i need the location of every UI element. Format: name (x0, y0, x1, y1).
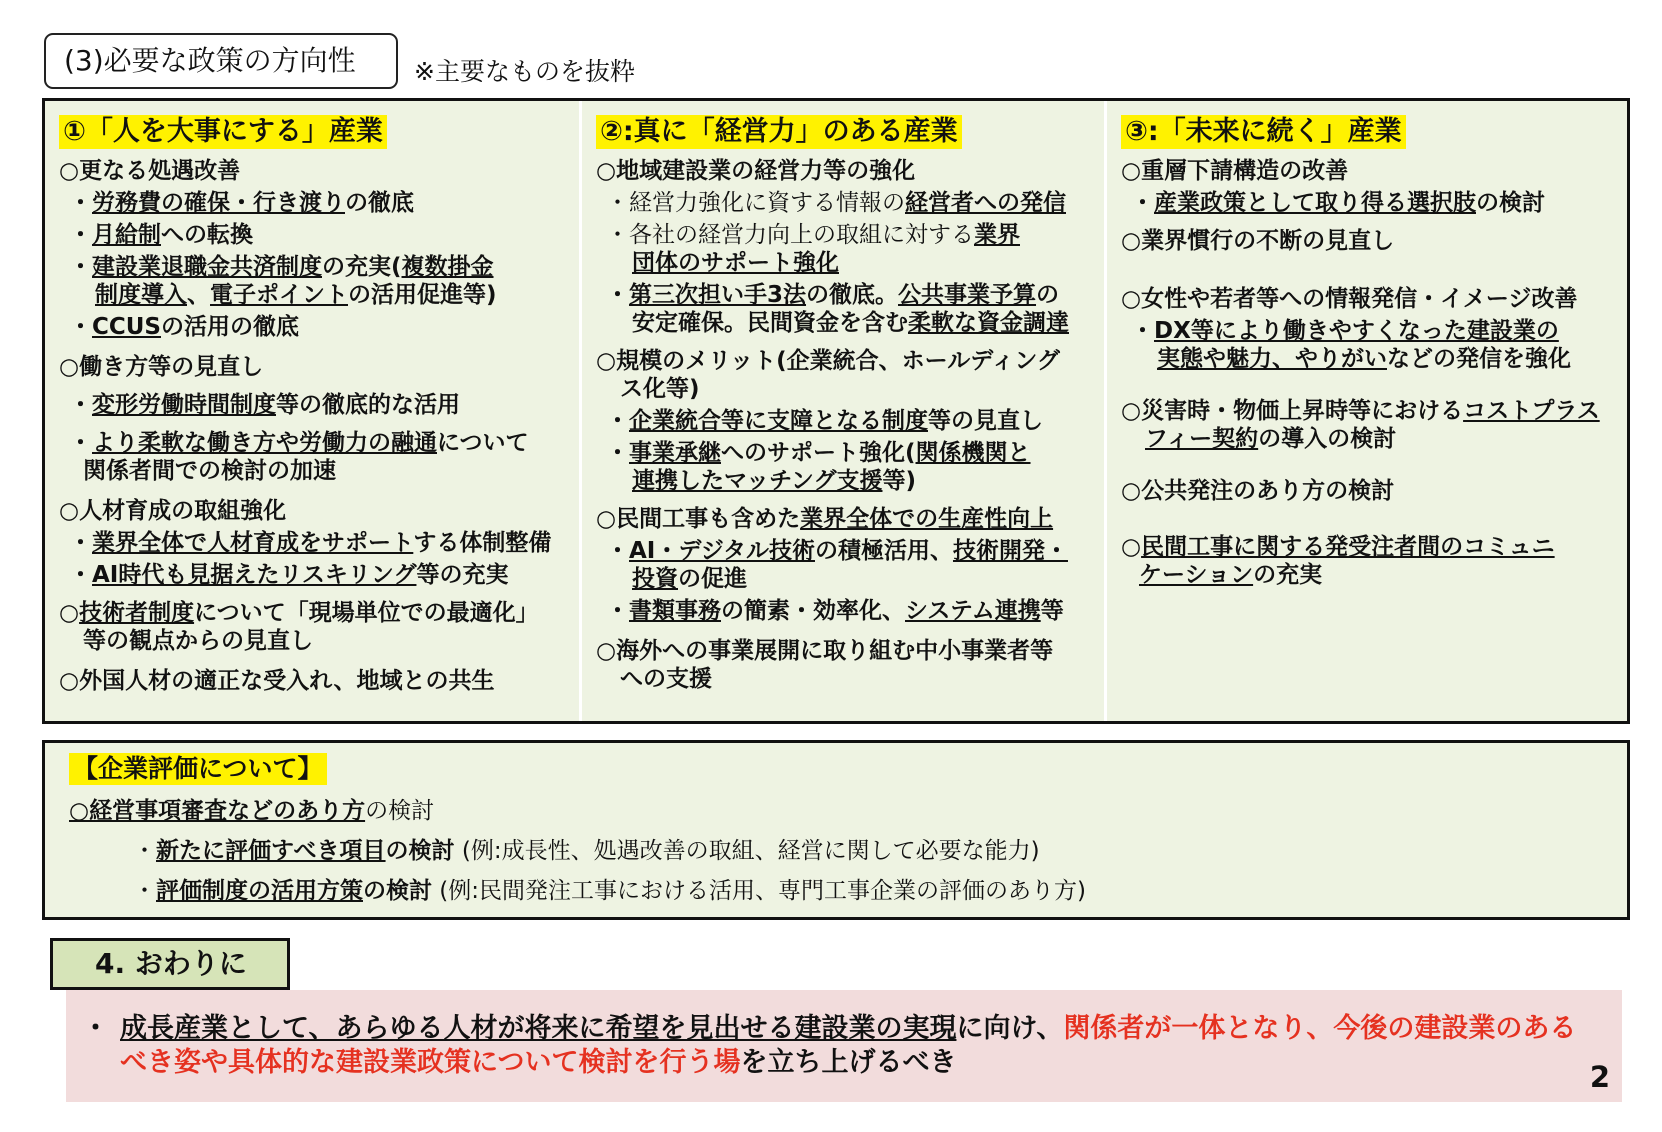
underlined-text: 関係機関と (915, 440, 1031, 466)
text: ○災害時・物価上昇時等における (1121, 398, 1464, 424)
underlined-text: 連携したマッチング支援 (632, 468, 883, 494)
list-item: ・CCUSの活用の徹底 (69, 314, 299, 340)
column-future (1107, 101, 1627, 721)
item-heading: ○地域建設業の経営力等の強化 (596, 158, 916, 184)
text: の促進 (678, 566, 747, 592)
text: (例:成長性、処遇改善の取組、経営に関して必要な能力) (454, 838, 1040, 864)
text: へのサポート強化( (721, 440, 916, 466)
text: 等の充実 (416, 562, 509, 588)
underlined-text: 事業承継 (629, 440, 721, 466)
text: について「現場単位での最適化」 (194, 600, 539, 626)
underlined-text: 変形労働時間制度 (92, 392, 276, 418)
item-heading: ○重層下請構造の改善 (1121, 158, 1349, 184)
item-heading-cont: ス化等) (620, 376, 700, 402)
list-item: ・各社の経営力向上の取組に対する業界 (606, 222, 1020, 248)
bullet: ・ (82, 1013, 109, 1044)
list-item-cont (596, 309, 1096, 337)
item-heading: ○公共発注のあり方の検討 (1121, 478, 1395, 504)
text: の徹底。 (806, 282, 899, 308)
underlined-text: 建設業退職金共済制度 (92, 254, 322, 280)
list-item-cont (596, 249, 1096, 277)
text: ○ (1121, 534, 1142, 560)
underlined-text: 書類事務 (629, 598, 721, 624)
text: の検討 (1476, 190, 1545, 216)
column-management (582, 101, 1107, 721)
underlined-text: AI・デジタル技術 (629, 538, 815, 564)
underlined-text: 技術者制度 (79, 600, 195, 626)
list-item: ・書類事務の簡素・効率化、システム連携等 (606, 598, 1064, 624)
underlined-text: 柔軟な資金調達 (908, 310, 1069, 336)
list-item: ・より柔軟な働き方や労働力の融通について (69, 430, 529, 456)
underlined-text: 業界全体での生産性向上 (800, 506, 1054, 532)
text: の検討 (365, 798, 435, 824)
underlined-text: CCUS (92, 314, 161, 340)
underlined-text: 労務費の確保・行き渡り (92, 190, 345, 216)
text: ○民間工事も含めた (596, 506, 801, 532)
text: の徹底 (345, 190, 414, 216)
evaluation-subitem (69, 877, 1603, 905)
list-item-cont (596, 467, 1096, 495)
list-item: ・事業承継へのサポート強化(関係機関と (606, 440, 1031, 466)
underlined-text: 制度導入 (95, 282, 187, 308)
underlined-text: 投資 (632, 566, 678, 592)
text: 安定確保。民間資金を含む (632, 310, 908, 336)
text: への転換 (161, 222, 253, 248)
underlined-text: 複数掛金 (401, 254, 494, 280)
list-item: ・建設業退職金共済制度の充実(複数掛金 (69, 254, 494, 280)
list-item-cont (596, 565, 1096, 593)
bullet: ・ (133, 878, 156, 904)
column-heading: ②:真に「経営力」のある産業 (596, 115, 962, 149)
evaluation-subitem (69, 837, 1603, 865)
item-heading: ○女性や若者等への情報発信・イメージ改善 (1121, 286, 1578, 312)
text: について (437, 430, 529, 456)
list-item: ・経営力強化に資する情報の経営者への発信 (606, 190, 1066, 216)
item-heading: ○規模のメリット(企業統合、ホールディング (596, 348, 1060, 374)
item-heading-cont (1121, 561, 1619, 589)
item-heading (596, 505, 1096, 533)
text: ○ (59, 600, 80, 626)
underlined-text: 評価制度の活用方策 (156, 878, 363, 904)
text: 等 (1040, 598, 1064, 624)
list-item-cont (1121, 345, 1619, 373)
underlined-text: 産業政策として取り得る選択肢 (1154, 190, 1476, 216)
underlined-text: 民間工事に関する発受注者間のコミュニ (1141, 534, 1555, 560)
underlined-text: システム連携 (905, 598, 1041, 624)
item-heading-cont: 等の観点からの見直し (83, 628, 313, 654)
section-title: (3)必要な政策の方向性 (44, 33, 398, 89)
underlined-text: 第三次担い手3法 (629, 282, 807, 308)
item-heading: ○海外への事業展開に取り組む中小事業者等 (596, 638, 1054, 664)
underlined-text: AI時代も見据えたリスキリング (92, 562, 417, 588)
list-item: ・変形労働時間制度等の徹底的な活用 (69, 392, 460, 418)
underlined-text: 成長産業として、あらゆる人材が将来に希望を見出せる建設業の実現 (120, 1013, 957, 1044)
text: の (1036, 282, 1060, 308)
text: に向け、 (956, 1013, 1064, 1044)
text: の検討 (385, 838, 455, 864)
item-heading (59, 599, 571, 627)
list-item: ・AI時代も見据えたリスキリング等の充実 (69, 562, 509, 588)
text: などの発信を強化 (1387, 346, 1571, 372)
underlined-text: 月給制 (92, 222, 161, 248)
text: の積極活用、 (814, 538, 953, 564)
list-item: ・DX等により働きやすくなった建設業の (1131, 318, 1559, 344)
list-item: ・業界全体で人材育成をサポートする体制整備 (69, 530, 552, 556)
text: 等の徹底的な活用 (276, 392, 460, 418)
underlined-text: フィー契約 (1145, 426, 1259, 452)
item-heading (1121, 397, 1619, 425)
bullet: ・ (133, 838, 156, 864)
column-people (45, 101, 582, 721)
red-text: 関係者が一体となり、今後の建設業のある (1063, 1013, 1577, 1044)
evaluation-panel (42, 740, 1630, 920)
text: (例:民間発注工事における活用、専門工事企業の評価のあり方) (432, 878, 1087, 904)
underlined-text: 団体のサポート強化 (632, 250, 839, 276)
text: の簡素・効率化、 (721, 598, 905, 624)
text: 、 (187, 282, 210, 308)
underlined-text: 電子ポイント (210, 282, 348, 308)
list-item: ・AI・デジタル技術の積極活用、技術開発・ (606, 538, 1068, 564)
text: 等の見直し (928, 408, 1043, 434)
text: の活用促進等) (348, 282, 497, 308)
text: の検討 (363, 878, 432, 904)
underlined-text: 新たに評価すべき項目 (156, 838, 386, 864)
conclusion-label: 4. おわりに (50, 938, 290, 990)
underlined-text: コストプラス (1463, 398, 1600, 424)
underlined-text: ケーション (1139, 562, 1254, 588)
underlined-text: 企業統合等に支障となる制度 (629, 408, 928, 434)
list-item-cont: 関係者間での検討の加速 (83, 458, 336, 484)
list-item: ・労務費の確保・行き渡りの徹底 (69, 190, 414, 216)
item-heading: ○業界慣行の不断の見直し (1121, 228, 1395, 254)
underlined-text: 実態や魅力、やりがい (1157, 346, 1387, 372)
column-heading: ③:「未来に続く」産業 (1121, 115, 1406, 149)
underlined-text: より柔軟な働き方や労働力の融通 (92, 430, 437, 456)
underlined-text: 公共事業予算 (898, 282, 1037, 308)
text: の充実( (322, 254, 402, 280)
list-item: ・月給制への転換 (69, 222, 253, 248)
text: の充実 (1253, 562, 1323, 588)
item-heading: ○働き方等の見直し (59, 354, 264, 380)
list-item: ・第三次担い手3法の徹底。公共事業予算の (606, 282, 1060, 308)
underlined-text: 業界全体で人材育成をサポート (92, 530, 414, 556)
item-heading (1121, 533, 1619, 561)
text: の導入の検討 (1258, 426, 1397, 452)
underlined-text: 技術開発・ (952, 538, 1068, 564)
red-text: べき姿や具体的な建設業政策について検討を行う場 (120, 1047, 741, 1078)
text: の活用の徹底 (161, 314, 299, 340)
page-number: 2 (1589, 1060, 1610, 1094)
list-item-cont (59, 281, 571, 309)
text: 等) (882, 468, 916, 494)
text: を立ち上げるべき (740, 1047, 957, 1078)
policy-columns (42, 98, 1630, 724)
item-heading-cont: への支援 (620, 666, 712, 692)
evaluation-item (69, 797, 1603, 825)
item-heading: ○更なる処遇改善 (59, 158, 241, 184)
item-heading-cont (1121, 425, 1619, 453)
excerpt-note: ※主要なものを抜粋 (414, 57, 635, 86)
text: する体制整備 (413, 530, 552, 556)
column-heading: ①「人を大事にする」産業 (59, 115, 387, 149)
conclusion-panel (66, 990, 1622, 1102)
list-item: ・企業統合等に支障となる制度等の見直し (606, 408, 1043, 434)
underlined-text: ○経営事項審査などのあり方 (69, 798, 366, 824)
evaluation-title: 【企業評価について】 (69, 753, 327, 785)
item-heading: ○外国人材の適正な受入れ、地域との共生 (59, 668, 495, 694)
underlined-text: 業界 (974, 222, 1020, 248)
list-item: ・産業政策として取り得る選択肢の検討 (1131, 190, 1545, 216)
conclusion-text (82, 1012, 1592, 1080)
underlined-text: 経営者への発信 (905, 190, 1066, 216)
underlined-text: DX等により働きやすくなった建設業の (1154, 318, 1559, 344)
item-heading: ○人材育成の取組強化 (59, 498, 287, 524)
text: 各社の経営力向上の取組に対する (629, 222, 974, 248)
text: 経営力強化に資する情報の (629, 190, 905, 216)
